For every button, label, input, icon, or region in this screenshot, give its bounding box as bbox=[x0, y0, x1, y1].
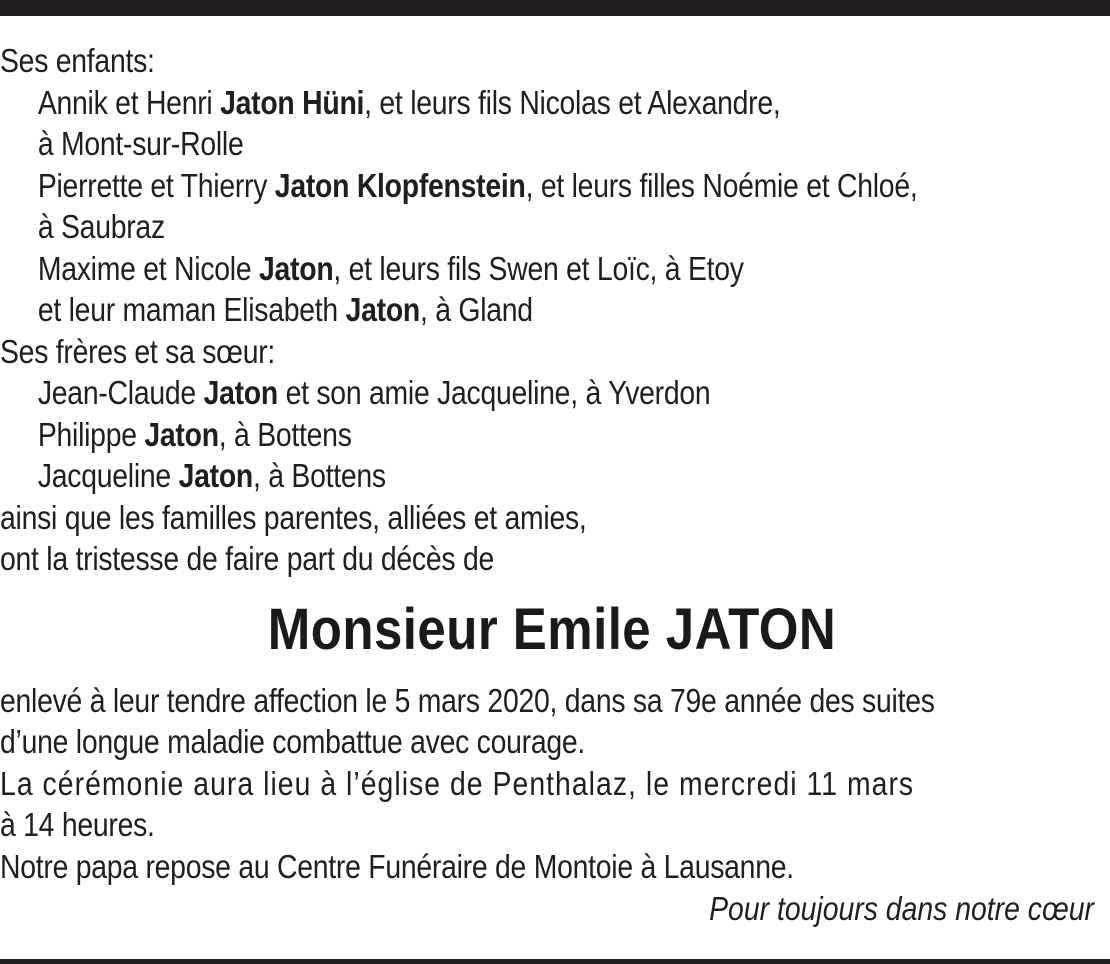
sibling2-surname: Jaton bbox=[144, 415, 219, 453]
sibling2-given-name: Philippe bbox=[37, 415, 145, 453]
sibling-line-1 bbox=[0, 372, 949, 414]
child3-surname: Jaton bbox=[258, 249, 334, 287]
details-line-5: Notre papa repose au Centre Funéraire de Montoie à Lausanne. bbox=[0, 847, 794, 885]
child-line-1 bbox=[0, 82, 949, 124]
child2-surname: Jaton Klopfenstein bbox=[274, 166, 526, 204]
details-line-3: La cérémonie aura lieu à l’église de Penthalaz, le mercredi 11 mars bbox=[0, 764, 915, 802]
top-border-bar bbox=[0, 0, 1110, 16]
closing-signature: Pour toujours dans notre cœur bbox=[709, 890, 1094, 927]
child4-given-names: et leur maman Elisabeth bbox=[37, 291, 346, 328]
child3-given-names: Maxime et Nicole bbox=[37, 249, 259, 287]
child4-surname: Jaton bbox=[345, 291, 420, 328]
sibling3-given-name: Jacqueline bbox=[37, 457, 179, 494]
child-line-2 bbox=[0, 165, 949, 207]
details-line-1: enlevé à leur tendre affection le 5 mars 2020, dans sa 79e année des suites bbox=[0, 681, 935, 719]
child1-given-names: Annik et Henri bbox=[37, 83, 221, 121]
sibling-line-3 bbox=[0, 455, 949, 497]
child-line-4 bbox=[0, 289, 949, 331]
details-line-2: d’une longue maladie combattue avec courage. bbox=[0, 723, 586, 760]
announcement-line: ont la tristesse de faire part du décès de bbox=[0, 540, 495, 577]
sibling3-surname: Jaton bbox=[178, 457, 253, 494]
child-place-1: à Mont-sur-Rolle bbox=[37, 125, 244, 162]
sibling3-details: , à Bottens bbox=[252, 457, 386, 494]
child4-details: , à Gland bbox=[419, 291, 533, 328]
deceased-name: Monsieur Emile JATON bbox=[267, 596, 837, 662]
sibling2-details: , à Bottens bbox=[218, 415, 352, 453]
child-line-3 bbox=[0, 248, 949, 290]
sibling-line-2 bbox=[0, 414, 949, 456]
child1-surname: Jaton Hüni bbox=[220, 83, 365, 121]
child1-details: , et leurs fils Nicolas et Alexandre, bbox=[364, 83, 781, 121]
sibling1-given-name: Jean-Claude bbox=[37, 374, 204, 411]
obituary-notice bbox=[0, 40, 1104, 931]
siblings-heading: Ses frères et sa sœur: bbox=[0, 332, 276, 370]
details-line-4: à 14 heures. bbox=[0, 806, 155, 843]
child2-details: , et leurs filles Noémie et Chloé, bbox=[525, 166, 918, 204]
child2-given-names: Pierrette et Thierry bbox=[37, 166, 275, 204]
child3-details: , et leurs fils Swen et Loïc, à Etoy bbox=[333, 249, 744, 287]
relatives-line: ainsi que les familles parentes, alliées et amies, bbox=[0, 498, 587, 536]
sibling1-details: et son amie Jacqueline, à Yverdon bbox=[277, 374, 711, 411]
children-heading: Ses enfants: bbox=[0, 42, 155, 79]
sibling1-surname: Jaton bbox=[203, 374, 278, 411]
child-place-2: à Saubraz bbox=[37, 208, 165, 245]
bottom-border-rule bbox=[0, 959, 1110, 964]
